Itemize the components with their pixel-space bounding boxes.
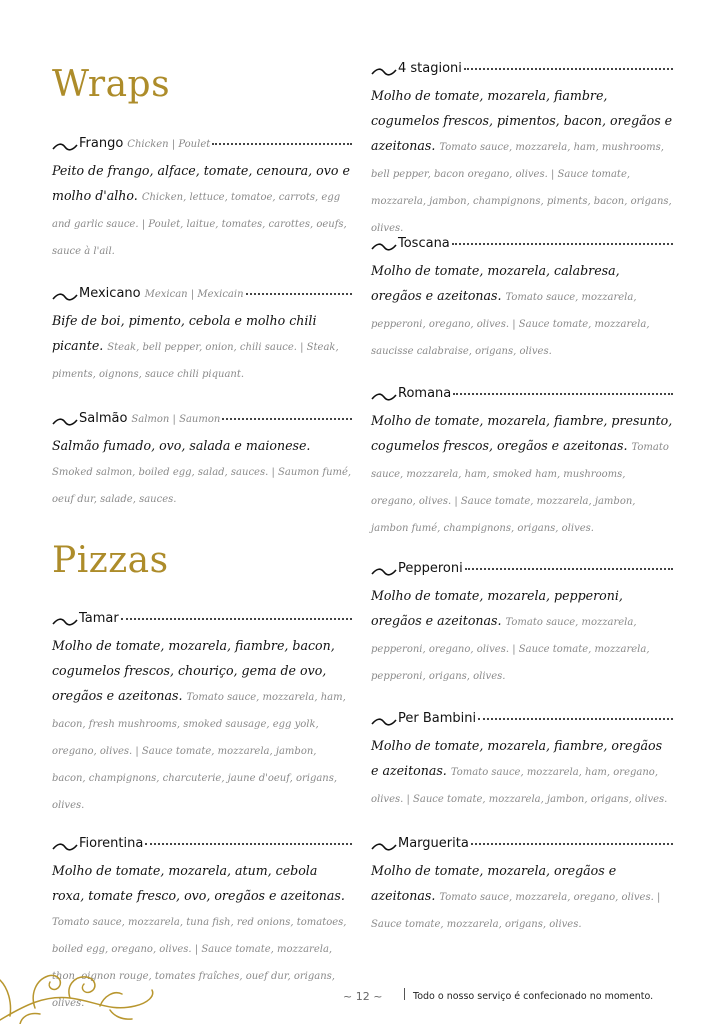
description-translation: Tomato sauce, mozzarela, pepperoni, oregano, olives. | Sauce tomate, mozzarela, pepperoni, origans, olives.	[371, 617, 650, 682]
item-name: Salmão	[79, 411, 128, 426]
dot-leader	[246, 293, 352, 295]
description-pt: Bife de boi, pimento, cebola e molho chili picante.	[52, 313, 317, 353]
footer-note: Todo o nosso serviço é confecionado no momento.	[413, 991, 654, 1002]
item-name: Per Bambini	[398, 711, 477, 726]
description-translation: Tomato sauce, mozzarela, pepperoni, oregano, olives. | Sauce tomate, mozzarela, saucisse calabraise, origans, olives.	[371, 292, 650, 357]
swash-icon	[371, 67, 397, 77]
description-translation: Tomato sauce, mozzarela, ham, smoked ham, mushrooms, oregano, olives. | Sauce tomate, mozzarela, jambon, jambon fumé, champignons, origans, olives.	[371, 442, 669, 534]
description-pt: Molho de tomate, mozarela, oregãos e azeitonas.	[371, 863, 617, 903]
item-description	[371, 258, 673, 364]
dot-leader	[465, 568, 673, 570]
description-translation: Chicken, lettuce, tomatoe, carrots, egg and garlic sauce. | Poulet, laitue, tomates, carottes, oeufs, sauce à l'ail.	[52, 192, 347, 257]
dot-leader	[464, 68, 673, 70]
description-translation: Tomato sauce, mozzarela, ham, mushrooms, bell pepper, bacon oregano, olives. | Sauce tomate, mozzarela, jambon, champignons, piments, bacon, origans, olives.	[371, 142, 672, 234]
item-name: Pepperoni	[398, 561, 463, 576]
description-translation: Tomato sauce, mozzarela, tuna fish, red onions, tomatoes, boiled egg, oregano, olives. | Sauce tomate, mozzarela, thon, oignon rouge, tomates fraîches, ouef dur, origans, olives.	[52, 917, 347, 1009]
item-name: Marguerita	[398, 836, 469, 851]
description-pt: Molho de tomate, mozarela, pepperoni, oregãos e azeitonas.	[371, 588, 623, 628]
menu-item-frango	[52, 136, 352, 264]
item-description	[371, 83, 673, 241]
item-translation: Mexican | Mexicain	[144, 289, 244, 300]
item-name: Fiorentina	[79, 836, 144, 851]
menu-item-romana	[371, 386, 673, 541]
dot-leader	[222, 418, 352, 420]
description-translation: Tomato sauce, mozzarela, ham, oregano, olives. | Sauce tomate, mozzarela, jambon, origans, olives.	[371, 767, 668, 805]
menu-item-pepperoni	[371, 561, 673, 689]
description-pt: Molho de tomate, mozarela, calabresa, oregãos e azeitonas.	[371, 263, 620, 303]
description-pt: Molho de tomate, mozarela, fiambre, presunto, cogumelos frescos, oregãos e azeitonas.	[371, 413, 673, 453]
item-name: Frango	[79, 136, 124, 151]
item-description	[52, 158, 352, 264]
item-description	[371, 583, 673, 689]
dot-leader	[145, 843, 352, 845]
page-number: ~ 12 ~	[343, 990, 383, 1003]
menu-item-salmao	[52, 411, 352, 512]
description-translation: Tomato sauce, mozzarela, oregano, olives. | Sauce tomate, mozzarela, origans, olives.	[371, 892, 661, 930]
description-pt: Salmão fumado, ovo, salada e maionese.	[52, 438, 311, 453]
flourish-ornament-icon	[0, 950, 160, 1024]
item-description	[52, 308, 352, 387]
item-description	[371, 408, 673, 541]
description-translation: Smoked salmon, boiled egg, salad, sauces. | Saumon fumé, oeuf dur, salade, sauces.	[52, 467, 352, 505]
menu-item-per-bambini	[371, 711, 673, 812]
item-description	[52, 433, 352, 512]
swash-icon	[52, 617, 78, 627]
dot-leader	[471, 843, 673, 845]
swash-icon	[52, 142, 78, 152]
swash-icon	[371, 567, 397, 577]
item-name: Mexicano	[79, 286, 141, 301]
description-pt: Molho de tomate, mozarela, fiambre, bacon, cogumelos frescos, chouriço, gema de ovo, oregãos e azeitonas.	[52, 638, 335, 703]
item-translation: Salmon | Saumon	[131, 414, 221, 425]
item-name: Toscana	[398, 236, 450, 251]
footer-divider	[404, 988, 405, 1000]
pizzas-title: Pizzas	[52, 540, 169, 581]
swash-icon	[52, 417, 78, 427]
wraps-title: Wraps	[52, 64, 171, 105]
description-pt: Molho de tomate, mozarela, fiambre, cogumelos frescos, pimentos, bacon, oregãos e azeitonas.	[371, 88, 673, 153]
dot-leader	[478, 718, 673, 720]
item-description	[371, 733, 673, 812]
menu-item-tamar	[52, 611, 352, 818]
menu-item-4-stagioni	[371, 61, 673, 241]
swash-icon	[371, 717, 397, 727]
dot-leader	[452, 243, 673, 245]
menu-item-toscana	[371, 236, 673, 364]
description-translation: Steak, bell pepper, onion, chili sauce. | Steak, piments, oignons, sauce chili piquant.	[52, 342, 339, 380]
menu-item-mexicano	[52, 286, 352, 387]
menu-item-marguerita	[371, 836, 673, 937]
description-translation: Tomato sauce, mozzarela, ham, bacon, fresh mushrooms, smoked sausage, egg yolk, oregano, olives. | Sauce tomate, mozzarela, jambon, bacon, champignons, charcuterie, jaune d'oeuf, origans, olives.	[52, 692, 346, 811]
item-description	[371, 858, 673, 937]
item-description	[52, 633, 352, 818]
swash-icon	[371, 242, 397, 252]
dot-leader	[121, 618, 352, 620]
item-name: Tamar	[79, 611, 119, 626]
description-pt: Molho de tomate, mozarela, fiambre, oregãos e azeitonas.	[371, 738, 663, 778]
swash-icon	[52, 292, 78, 302]
dot-leader	[453, 393, 673, 395]
item-name: Romana	[398, 386, 452, 401]
item-name: 4 stagioni	[398, 61, 462, 76]
swash-icon	[371, 392, 397, 402]
description-pt: Molho de tomate, mozarela, atum, cebola roxa, tomate fresco, ovo, oregãos e azeitonas.	[52, 863, 345, 903]
dot-leader	[212, 143, 352, 145]
swash-icon	[52, 842, 78, 852]
item-translation: Chicken | Poulet	[127, 139, 211, 150]
description-pt: Peito de frango, alface, tomate, cenoura, ovo e molho d'alho.	[52, 163, 350, 203]
swash-icon	[371, 842, 397, 852]
